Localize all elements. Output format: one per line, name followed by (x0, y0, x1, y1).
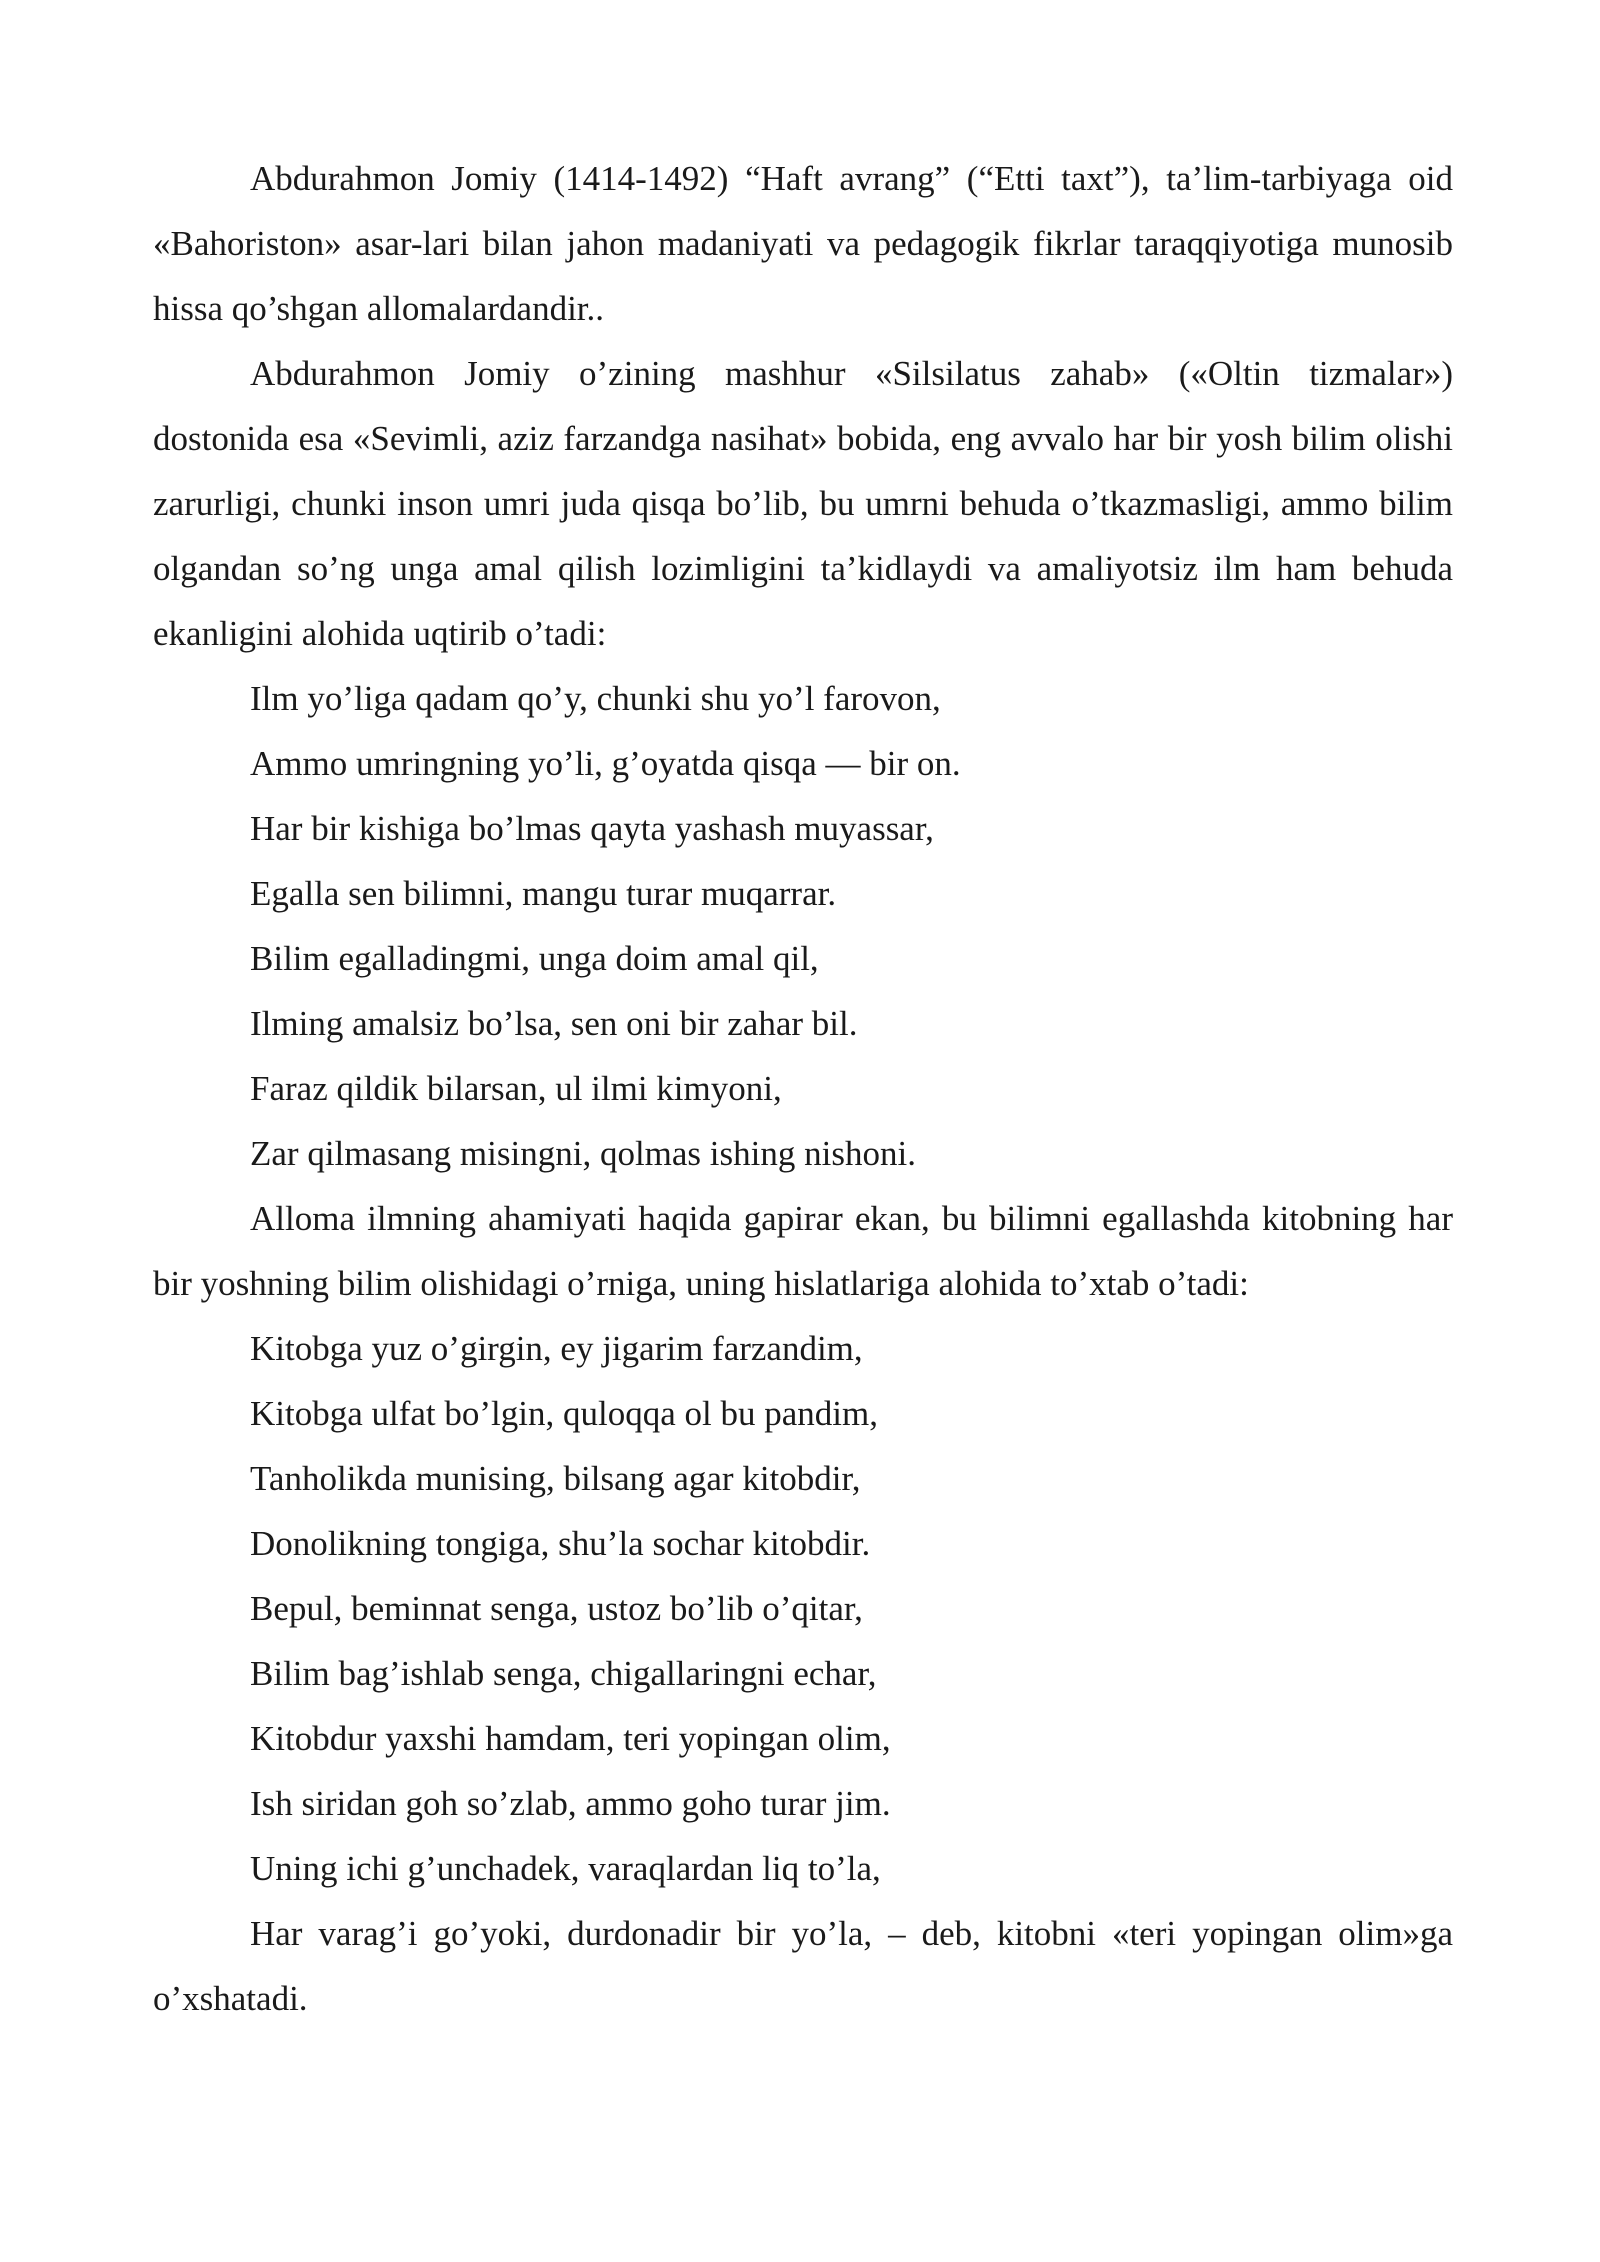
verse-line: Egalla sen bilimni, mangu turar muqarrar. (250, 874, 837, 913)
verse-line: Bepul, beminnat senga, ustoz bo’lib o’qitar, (250, 1589, 863, 1628)
verse-line: Ilm yo’liga qadam qo’y, chunki shu yo’l farovon, (250, 679, 941, 718)
verse-line: Faraz qildik bilarsan, ul ilmi kimyoni, (250, 1069, 782, 1108)
verse-line: Ammo umringning yo’li, g’oyatda qisqa — bir on. (250, 744, 961, 783)
verse-line: Zar qilmasang misingni, qolmas ishing nishoni. (250, 1134, 916, 1173)
verse-line: Ilming amalsiz bo’lsa, sen oni bir zahar bil. (250, 1004, 858, 1043)
verse-line: Bilim egalladingmi, unga doim amal qil, (250, 939, 819, 978)
verse-block-ilm (153, 666, 1453, 1186)
verse-line: Har bir kishiga bo’lmas qayta yashash muyassar, (250, 809, 934, 848)
verse-line: Bilim bag’ishlab senga, chigallaringni echar, (250, 1654, 877, 1693)
paragraph-intro: Abdurahmon Jomiy (1414-1492) “Haft avrang” (“Etti taxt”), ta’lim-tarbiyaga oid «Bahoriston» asar-lari bilan jahon madaniyati va pedagogik fikrlar taraqqiyotiga munosib hissa qo’shgan allomalardandir.. (153, 159, 1453, 328)
verse-line: Kitobdur yaxshi hamdam, teri yopingan olim, (250, 1719, 891, 1758)
paragraph-closing: Har varag’i go’yoki, durdonadir bir yo’la, – deb, kitobni «teri yopingan olim»ga o’xshatadi. (153, 1914, 1453, 2018)
paragraph-silsilatus: Abdurahmon Jomiy o’zining mashhur «Silsilatus zahab» («Oltin tizmalar») dostonida esa «Sevimli, aziz farzandga nasihat» bobida, eng avvalo har bir yosh bilim olishi zarurligi, chunki inson umri juda qisqa bo’lib, bu umrni behuda o’tkazmasligi, ammo bilim olgandan so’ng unga amal qilish lozimligini ta’kidlaydi va amaliyotsiz ilm ham behuda ekanligini alohida uqtirib o’tadi: (153, 354, 1453, 653)
verse-line: Tanholikda munising, bilsang agar kitobdir, (250, 1459, 861, 1498)
verse-line: Donolikning tongiga, shu’la sochar kitobdir. (250, 1524, 871, 1563)
verse-block-kitob (153, 1316, 1453, 1901)
verse-line: Ish siridan goh so’zlab, ammo goho turar jim. (250, 1784, 891, 1823)
document-page (153, 146, 1453, 2031)
verse-line: Kitobga ulfat bo’lgin, quloqqa ol bu pandim, (250, 1394, 878, 1433)
paragraph-alloma: Alloma ilmning ahamiyati haqida gapirar ekan, bu bilimni egallashda kitobning har bir yoshning bilim olishidagi o’rniga, uning hislatlariga alohida to’xtab o’tadi: (153, 1199, 1453, 1303)
verse-line: Uning ichi g’unchadek, varaqlardan liq to’la, (250, 1849, 881, 1888)
verse-line: Kitobga yuz o’girgin, ey jigarim farzandim, (250, 1329, 863, 1368)
